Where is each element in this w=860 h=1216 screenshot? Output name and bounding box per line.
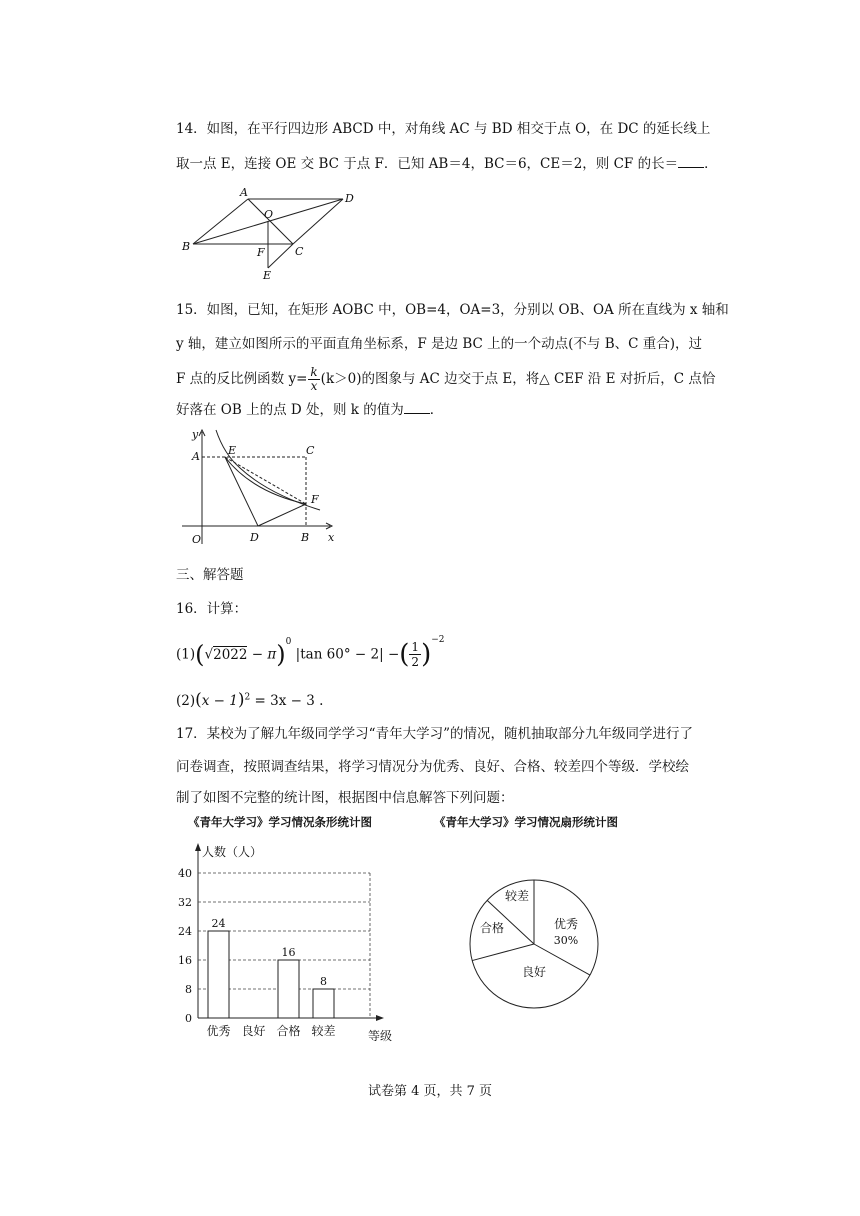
bar [278,960,299,1018]
answer-blank [678,155,704,168]
label-D: D [250,531,259,544]
slice-percent-label: 30% [553,934,579,947]
y-tick-label: 8 [185,983,192,996]
q15-line3-post: (k＞0)的图象与 AC 边交于点 E，将△ CEF 沿 E 对折后，C 点恰 [320,371,716,387]
fraction-numerator: k [310,365,318,379]
label-D: D [345,192,354,205]
bar-chart [170,838,410,1044]
exponent-zero: 0 [285,637,292,647]
label-C: C [306,444,315,457]
category-label: 合格 [276,1024,301,1038]
label-A: A [240,186,248,199]
fraction-numerator: 1 [411,640,420,654]
slice-label: 优秀 [553,917,579,931]
expr-base: x − 1 [201,693,238,709]
abs-value: |tan 60° − 2| [295,646,384,663]
exponent: 2 [244,692,251,703]
sqrt-argument: 2022 [213,646,248,663]
data-label: 8 [320,975,327,988]
abs-expr: tan 60° − 2 [300,646,380,663]
pie-chart-title: 《青年大学习》学习情况扇形统计图 [434,815,618,829]
data-label: 16 [281,946,296,959]
y-axis-arrow [195,843,201,851]
page-footer: 试卷第 4 页，共 7 页 [367,1084,493,1099]
y-tick-label: 24 [178,925,192,938]
fraction-denominator: x [310,379,318,393]
data-label: 24 [211,917,226,930]
label-B: B [182,240,191,253]
section-title: 三、解答题 [176,567,244,583]
segment-DF [258,504,306,526]
segment-CE [268,244,293,268]
x-axis-arrow [376,1015,384,1021]
label-E: E [263,269,272,282]
label-B: B [301,531,310,544]
label-x: x [328,531,335,544]
expr-rhs: = 3x − 3 . [254,693,324,709]
slice-label: 合格 [479,921,505,935]
category-label: 较差 [311,1024,336,1038]
q16-part2 [176,690,323,710]
q17-line2: 问卷调查，按照调查结果，将学习情况分为优秀、良好、合格、较差四个等级．学校绘 [176,759,689,775]
q14-figure [178,184,368,284]
segment-AC [248,199,293,244]
q16-title: 16．计算： [176,601,248,617]
q15-line3-pre: F 点的反比例函数 y= [176,371,308,387]
q15-line3 [176,366,715,393]
answer-blank [404,401,430,414]
y-tick-label: 16 [178,954,192,967]
segment-BA [193,199,248,244]
fraction-denominator: 2 [411,655,420,669]
paren-open: ( [195,640,205,669]
q15-figure [180,426,340,552]
label-O: O [192,533,202,546]
slice-label: 较差 [504,889,530,903]
paren-open: ( [399,639,410,670]
label-F: F [311,493,319,506]
bar [313,989,334,1018]
segment-EF [225,457,306,504]
slice-label: 良好 [521,965,547,979]
minus-sign: − [387,646,400,663]
q15-line1: 15．如图，已知，在矩形 AOBC 中，OB=4，OA=3，分别以 OB、OA 所在直线为 x 轴和 [176,302,729,318]
q15-line4 [176,401,443,420]
label-C: C [295,245,304,258]
paren-close: ) [421,639,432,670]
paren-close: ) [276,640,286,669]
bar [208,931,229,1018]
segment-ED [225,457,258,526]
part-label: (1) [176,646,196,663]
category-label: 良好 [241,1024,266,1038]
pie-chart [462,872,607,1017]
q16-part1 [176,635,445,675]
label-y: y [192,428,199,441]
sqrt-symbol: √ [204,646,214,663]
label-O: O [264,208,274,221]
paren-close: ) [237,690,245,710]
y-tick-label: 32 [178,896,192,909]
minus-pi: − π [251,646,277,663]
exponent: −2 [431,635,445,645]
x-axis-label: 等级 [367,1029,393,1043]
label-E: E [228,444,237,457]
q14-line2 [176,155,718,174]
part-label: (2) [176,693,196,709]
q15-line2: y 轴，建立如图所示的平面直角坐标系，F 是边 BC 上的一个动点(不与 B、C 重合)，过 [176,336,703,352]
q14-line2-end: ． [704,156,718,172]
y-tick-label: 0 [185,1012,192,1025]
label-F: F [257,246,265,259]
q14-line1: 14．如图，在平行四边形 ABCD 中，对角线 AC 与 BD 相交于点 O，在 DC 的延长线上 [176,121,711,137]
category-label: 优秀 [206,1024,231,1038]
segment-CD [293,199,343,244]
q14-line2-text: 取一点 E，连接 OE 交 BC 于点 F．已知 AB＝4，BC＝6，CE＝2，则 CF 的长＝ [176,156,679,172]
q17-line1: 17．某校为了解九年级同学学习“青年大学习”的情况，随机抽取部分九年级同学进行了 [176,726,693,742]
label-A: A [192,450,200,463]
q15-line4-end: ． [429,402,444,418]
y-tick-label: 40 [178,867,192,880]
paren-open: ( [195,690,202,710]
inline-fraction [308,366,319,393]
y-axis-label: 人数（人） [202,845,263,859]
q15-line4-text: 好落在 OB 上的点 D 处，则 k 的值为 [176,402,404,418]
fraction-half [409,640,421,669]
q17-line3: 制了如图不完整的统计图，根据图中信息解答下列问题： [176,790,514,806]
bar-chart-title: 《青年大学习》学习情况条形统计图 [188,815,372,829]
